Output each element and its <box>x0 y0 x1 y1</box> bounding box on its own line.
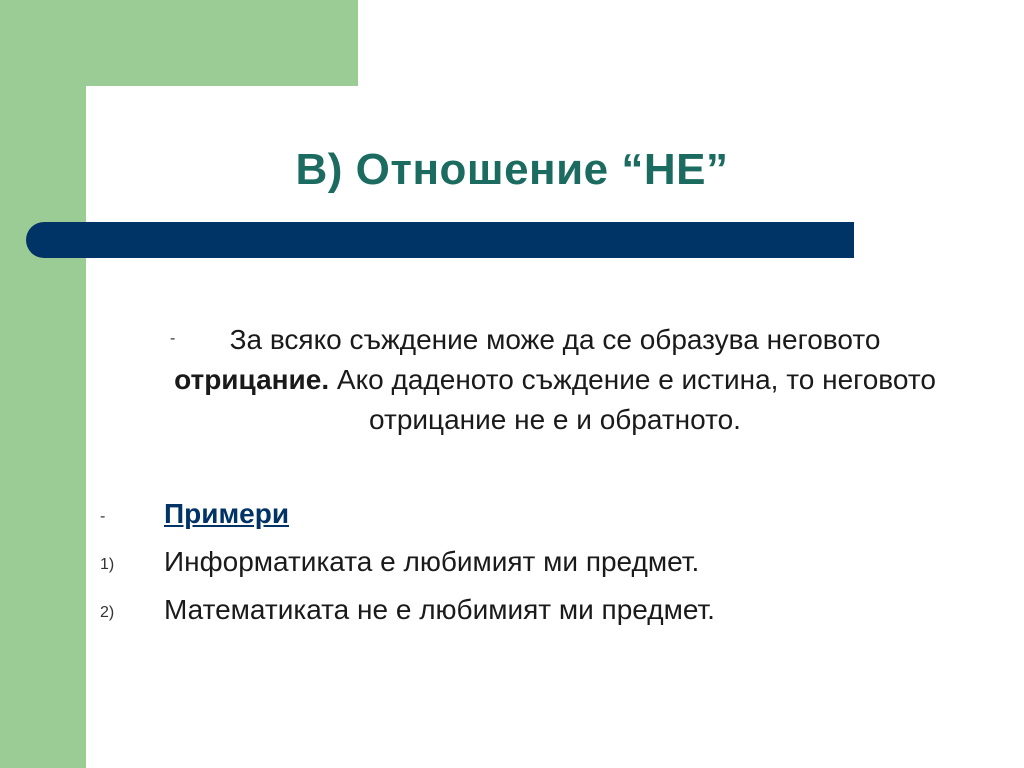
title-underline-bar <box>26 222 854 258</box>
list-item-text: Информатиката е любимият ми предмет. <box>164 546 700 577</box>
paragraph-text <box>170 320 940 440</box>
list-item-marker: 2) <box>100 604 115 621</box>
list-item <box>100 586 980 630</box>
examples-bullet: - <box>100 508 106 525</box>
examples-label: Примери <box>164 498 290 529</box>
slide-title: В) Отношение “НЕ” <box>295 145 729 194</box>
list-item <box>100 538 980 582</box>
list-item-text: Математиката не е любимият ми предмет. <box>164 594 715 625</box>
paragraph-text-after: Ако даденото съждение е истина, то неговото отрицание не е и обратното. <box>329 364 936 435</box>
left-green-band <box>0 0 86 768</box>
paragraph-text-before: За всяко съждение може да се образува неговото <box>229 324 881 355</box>
list-item-marker: 1) <box>100 556 115 573</box>
paragraph-bullet: - <box>170 330 176 347</box>
paragraph-bold-term: отрицание. <box>174 364 330 395</box>
examples-heading-row <box>100 490 980 534</box>
top-green-band <box>0 0 358 86</box>
definition-paragraph <box>170 320 940 440</box>
